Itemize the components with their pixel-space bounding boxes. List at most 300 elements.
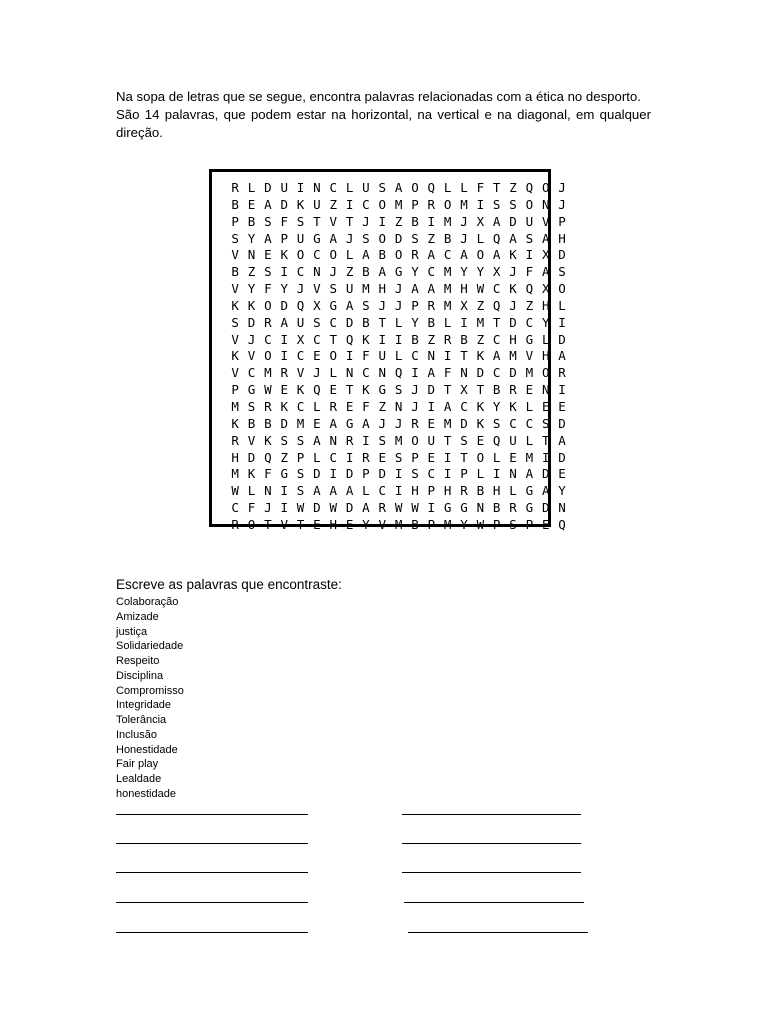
grid-letter: K [231,348,239,364]
grid-letter: V [280,516,288,532]
grid-row [227,247,570,264]
grid-row [227,348,570,365]
grid-letter: S [411,230,419,246]
grid-letter: J [509,264,517,280]
grid-letter: V [231,247,239,263]
grid-letter: L [313,398,321,414]
grid-letter: G [329,297,337,313]
grid-letter: A [329,230,337,246]
grid-letter: D [247,449,256,465]
grid-letter: T [492,314,501,330]
grid-letter: O [264,297,272,313]
grid-letter: D [509,213,517,229]
grid-letter: U [362,180,370,195]
grid-row [227,483,570,500]
grid-letter: L [394,348,403,364]
grid-letter: P [411,297,419,313]
instruction-line-1: Na sopa de letras que se segue, encontra palavras relacionadas com a ética no desporto. [116,89,641,104]
grid-letter: Q [492,297,501,313]
grid-letter: L [476,466,485,482]
grid-letter: L [476,230,485,246]
grid-letter: A [492,247,501,263]
grid-letter: C [460,398,468,414]
grid-letter: R [345,432,354,448]
grid-letter: N [329,432,337,448]
grid-letter: S [378,432,387,448]
grid-letter: H [492,483,501,499]
grid-letter: L [443,180,452,195]
grid-letter: Y [460,264,468,280]
grid-letter: W [329,500,337,516]
grid-letter: E [280,382,288,398]
grid-letter: M [443,516,452,532]
grid-letter: O [378,196,387,212]
grid-letter: A [362,500,370,516]
grid-letter: O [443,196,452,212]
grid-letter: C [296,264,305,280]
answer-line-right[interactable] [402,843,581,844]
grid-letter: A [427,247,436,263]
grid-letter: R [231,432,239,448]
grid-letter: W [264,382,272,398]
grid-letter: J [247,331,256,347]
grid-letter: B [411,516,419,532]
grid-letter: O [247,516,256,532]
grid-letter: I [443,348,452,364]
grid-letter: H [329,516,337,532]
grid-letter: C [378,483,387,499]
grid-letter: L [329,365,337,381]
grid-letter: A [541,264,550,280]
grid-letter: Y [362,516,370,532]
grid-letter: B [362,264,370,280]
grid-letter: N [264,483,272,499]
grid-letter: B [231,264,239,280]
grid-letter: G [313,230,321,246]
grid-letter: A [411,281,419,297]
grid-letter: J [394,281,403,297]
grid-letter: R [264,314,272,330]
grid-letter: L [525,432,534,448]
grid-letter: B [264,415,272,431]
grid-row [227,450,570,467]
grid-letter: C [296,398,305,414]
grid-row [227,264,570,281]
grid-letter: Y [541,314,550,330]
grid-letter: M [443,297,452,313]
grid-letter: O [264,348,272,364]
grid-letter: F [362,398,370,414]
grid-letter: Z [427,230,436,246]
grid-letter: G [525,483,534,499]
grid-letter: I [345,196,354,212]
grid-letter: E [247,196,256,212]
grid-letter: A [443,398,452,414]
grid-letter: V [231,331,239,347]
grid-row [227,416,570,433]
grid-letter: S [525,230,534,246]
answer-line-right[interactable] [402,814,581,815]
grid-letter: D [247,314,256,330]
grid-letter: A [280,314,288,330]
grid-letter: K [247,297,256,313]
grid-letter: I [427,213,436,229]
grid-letter: X [460,382,468,398]
grid-letter: B [247,213,256,229]
grid-letter: T [296,516,305,532]
grid-letter: F [362,348,370,364]
grid-letter: W [394,500,403,516]
grid-letter: V [313,281,321,297]
answer-line-right[interactable] [408,932,588,933]
grid-letter: D [558,415,566,431]
grid-letter: U [296,314,305,330]
grid-letter: E [313,348,321,364]
grid-letter: G [460,500,468,516]
grid-letter: D [394,230,403,246]
grid-letter: A [313,432,321,448]
grid-letter: Z [378,398,387,414]
grid-letter: P [296,449,305,465]
grid-letter: S [509,516,517,532]
grid-letter: I [427,500,436,516]
grid-letter: F [264,466,272,482]
grid-letter: I [558,314,566,330]
grid-letter: F [280,213,288,229]
grid-letter: R [411,415,419,431]
grid-letter: G [280,466,288,482]
grid-letter: W [411,500,419,516]
grid-letter: A [460,247,468,263]
grid-letter: C [313,331,321,347]
word-list-item: Integridade [116,699,172,712]
word-list-item: Tolerância [116,714,167,726]
grid-letter: J [411,398,419,414]
grid-letter: H [558,230,566,246]
grid-letter: T [492,180,501,195]
grid-letter: I [378,213,387,229]
word-list-item: Solidariedade [116,640,184,653]
grid-letter: S [460,432,468,448]
grid-letter: T [345,382,354,398]
grid-letter: I [280,331,288,347]
answer-line-right[interactable] [404,902,584,903]
grid-letter: Y [411,264,419,280]
grid-letter: A [394,180,403,195]
grid-letter: B [492,382,501,398]
grid-letter: L [443,314,452,330]
grid-letter: T [460,348,468,364]
grid-letter: A [264,196,272,212]
grid-row [227,180,570,197]
grid-letter: I [427,398,436,414]
grid-letter: P [411,196,419,212]
grid-letter: C [296,348,305,364]
grid-letter: T [313,213,321,229]
grid-letter: Z [476,331,485,347]
grid-letter: W [476,516,485,532]
grid-letter: M [231,466,239,482]
grid-letter: J [345,230,354,246]
grid-letter: S [411,466,419,482]
grid-row [227,197,570,214]
grid-letter: M [362,281,370,297]
grid-letter: I [460,314,468,330]
grid-letter: R [443,331,452,347]
grid-letter: I [394,483,403,499]
grid-letter: N [345,365,354,381]
grid-letter: B [378,247,387,263]
grid-letter: E [329,382,337,398]
grid-letter: A [541,483,550,499]
grid-letter: W [296,500,305,516]
grid-letter: T [264,516,272,532]
grid-letter: E [427,415,436,431]
grid-letter: D [476,365,485,381]
grid-letter: K [247,466,256,482]
grid-letter: F [264,281,272,297]
grid-letter: S [558,264,566,280]
grid-letter: T [378,314,387,330]
grid-letter: M [394,516,403,532]
grid-letter: R [427,297,436,313]
grid-letter: Y [492,398,501,414]
grid-letter: F [476,180,485,195]
grid-letter: M [509,348,517,364]
grid-row [227,382,570,399]
grid-letter: A [345,297,354,313]
grid-letter: J [264,500,272,516]
instructions [116,88,651,142]
grid-letter: T [345,213,354,229]
grid-letter: L [362,483,370,499]
grid-letter: G [394,264,403,280]
grid-letter: G [345,415,354,431]
grid-letter: J [411,382,419,398]
grid-letter: T [443,432,452,448]
grid-letter: L [313,449,321,465]
word-list-item: Lealdade [116,773,162,785]
grid-letter: O [394,247,403,263]
grid-letter: O [541,365,550,381]
grid-letter: P [411,449,419,465]
word-list-item: Colaboração [116,596,179,608]
grid-letter: U [427,432,436,448]
grid-letter: Q [394,365,403,381]
answer-line-left[interactable] [116,814,308,815]
word-list-item: Honestidade [116,743,178,756]
grid-letter: S [296,483,305,499]
grid-letter: E [345,398,354,414]
grid-letter: C [492,365,501,381]
grid-letter: O [525,196,534,212]
grid-letter: D [460,415,468,431]
answer-line-right[interactable] [402,872,581,873]
grid-letter: K [509,398,517,414]
grid-letter: A [362,415,370,431]
instruction-line-2: São 14 palavras, que podem estar na horizontal, na vertical e na diagonal, em qualquer direção. [116,107,651,140]
grid-letter: L [541,331,550,347]
word-list-item: Inclusão [116,728,157,741]
grid-letter: O [411,180,419,195]
grid-letter: P [558,213,566,229]
grid-letter: Y [460,516,468,532]
grid-letter: S [264,213,272,229]
grid-letter: E [541,398,550,414]
grid-letter: I [394,466,403,482]
grid-letter: R [264,398,272,414]
grid-letter: D [558,247,566,263]
grid-row [227,500,570,517]
grid-letter: Q [345,331,354,347]
grid-letter: K [362,331,370,347]
grid-letter: N [378,365,387,381]
grid-letter: M [525,449,534,465]
grid-letter: U [345,281,354,297]
grid-letter: S [296,432,305,448]
grid-letter: I [345,449,354,465]
grid-letter: J [296,281,305,297]
grid-letter: D [427,382,436,398]
answer-line-left[interactable] [116,932,308,933]
grid-letter: P [460,466,468,482]
grid-letter: E [558,398,566,414]
grid-letter: P [362,466,370,482]
grid-letter: I [492,466,501,482]
grid-letter: I [280,348,288,364]
grid-letter: K [231,415,239,431]
answer-line-left[interactable] [116,902,308,903]
grid-letter: M [476,314,485,330]
grid-letter: D [280,196,288,212]
grid-letter: D [509,365,517,381]
grid-letter: I [525,247,534,263]
grid-letter: P [492,516,501,532]
grid-letter: I [394,331,403,347]
word-list-item: Respeito [116,655,160,667]
grid-letter: A [362,247,370,263]
grid-letter: V [231,281,239,297]
grid-letter: E [313,516,321,532]
grid-letter: Y [247,230,256,246]
grid-row [227,433,570,450]
grid-letter: L [492,449,501,465]
grid-letter: M [394,196,403,212]
answer-line-left[interactable] [116,872,308,873]
grid-letter: A [345,483,354,499]
grid-letter: R [329,398,337,414]
grid-row [227,231,570,248]
grid-letter: D [280,297,288,313]
grid-letter: H [509,331,517,347]
grid-letter: K [280,398,288,414]
grid-letter: I [541,449,550,465]
grid-letter: L [394,314,403,330]
grid-letter: Z [394,213,403,229]
grid-letter: E [476,432,485,448]
grid-letter: T [443,382,452,398]
grid-letter: B [247,415,256,431]
grid-letter: N [313,180,321,195]
grid-letter: E [345,516,354,532]
grid-letter: P [525,516,534,532]
grid-letter: X [541,247,550,263]
grid-letter: K [476,348,485,364]
grid-letter: I [443,466,452,482]
grid-letter: V [296,365,305,381]
grid-letter: F [443,365,452,381]
grid-letter: Z [247,264,256,280]
grid-letter: R [411,247,419,263]
grid-letter: E [378,449,387,465]
grid-row [227,298,570,315]
grid-letter: O [558,281,566,297]
grid-letter: L [509,483,517,499]
grid-letter: J [394,415,403,431]
word-list-item: Compromisso [116,684,184,697]
answer-line-left[interactable] [116,843,308,844]
grid-letter: B [460,331,468,347]
grid-letter: S [231,230,239,246]
grid-letter: V [247,348,256,364]
word-list-item: justiça [116,625,148,638]
grid-letter: H [460,281,468,297]
grid-letter: D [345,466,354,482]
grid-letter: Z [525,297,534,313]
grid-letter: A [264,230,272,246]
grid-letter: A [558,348,566,364]
grid-letter: X [541,281,550,297]
grid-letter: E [509,449,517,465]
grid-letter: S [541,415,550,431]
grid-letter: Q [525,281,534,297]
grid-letter: Q [264,449,272,465]
grid-letter: T [460,449,468,465]
grid-letter: C [443,247,452,263]
grid-letter: G [378,382,387,398]
letter-grid [227,180,570,534]
grid-letter: F [247,500,256,516]
grid-letter: C [329,180,337,195]
grid-letter: N [541,196,550,212]
grid-letter: Q [558,516,566,532]
grid-letter: N [394,398,403,414]
grid-letter: Z [476,297,485,313]
grid-letter: R [509,382,517,398]
grid-row [227,466,570,483]
grid-letter: K [280,247,288,263]
grid-letter: Y [247,281,256,297]
grid-letter: C [264,331,272,347]
grid-letter: M [525,365,534,381]
grid-letter: F [525,264,534,280]
grid-letter: S [394,449,403,465]
grid-letter: K [509,281,517,297]
grid-letter: P [427,483,436,499]
grid-letter: H [443,483,452,499]
grid-letter: X [313,297,321,313]
grid-letter: S [264,264,272,280]
grid-letter: E [525,382,534,398]
grid-letter: J [394,297,403,313]
grid-letter: R [280,365,288,381]
grid-letter: N [460,365,468,381]
grid-letter: W [476,281,485,297]
grid-letter: C [411,348,419,364]
grid-letter: L [345,180,354,195]
grid-letter: D [313,466,321,482]
grid-letter: H [411,483,419,499]
